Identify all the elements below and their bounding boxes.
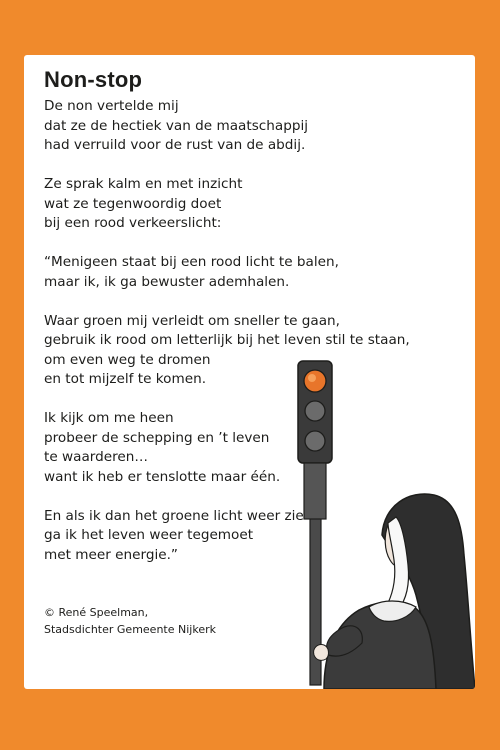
green-light-icon bbox=[305, 431, 325, 451]
stanza bbox=[44, 253, 464, 292]
poem-line: En als ik dan het groene licht weer zie bbox=[44, 507, 304, 524]
poem-line: “Menigeen staat bij een rood licht te balen, bbox=[44, 254, 339, 270]
credit-author: © René Speelman, bbox=[44, 606, 149, 619]
red-light-icon bbox=[304, 370, 326, 392]
traffic-light-base bbox=[304, 463, 326, 519]
poem-title: Non-stop bbox=[44, 67, 143, 92]
poem-line: om even weg te dromen bbox=[44, 351, 211, 368]
poem-line: bij een rood verkeerslicht: bbox=[44, 215, 222, 231]
nun-hand bbox=[314, 645, 329, 661]
poem-line: te waarderen… bbox=[44, 449, 148, 465]
poem-line: maar ik, ik ga bewuster ademhalen. bbox=[44, 273, 290, 290]
poem-line: want ik heb er tenslotte maar één. bbox=[44, 468, 281, 485]
stanza bbox=[44, 175, 464, 234]
poem-line: gebruik ik rood om letterlijk bij het leven stil te staan, bbox=[44, 332, 410, 348]
credit-role: Stadsdichter Gemeente Nijkerk bbox=[44, 623, 216, 636]
poem-line: met meer energie.” bbox=[44, 546, 178, 563]
poem-line: Ik kijk om me heen bbox=[44, 410, 174, 426]
poem-line: ga ik het leven weer tegemoet bbox=[44, 527, 254, 543]
stanza bbox=[44, 97, 464, 156]
red-light-glare-icon bbox=[308, 374, 316, 382]
poem-line: had verruild voor de rust van de abdij. bbox=[44, 137, 306, 153]
nun-traffic-light-illustration bbox=[284, 355, 475, 689]
poem-line: wat ze tegenwoordig doet bbox=[44, 195, 222, 212]
poem-line: en tot mijzelf te komen. bbox=[44, 371, 207, 387]
poem-line: probeer de schepping en ’t leven bbox=[44, 429, 270, 446]
poem-line: Ze sprak kalm en met inzicht bbox=[44, 176, 243, 192]
poem-line: Waar groen mij verleidt om sneller te gaan, bbox=[44, 312, 340, 329]
poem-card bbox=[24, 55, 475, 689]
poem-line: dat ze de hectiek van de maatschappij bbox=[44, 117, 309, 134]
poem-line: De non vertelde mij bbox=[44, 98, 179, 114]
author-credit bbox=[44, 604, 216, 638]
amber-light-icon bbox=[305, 401, 325, 421]
